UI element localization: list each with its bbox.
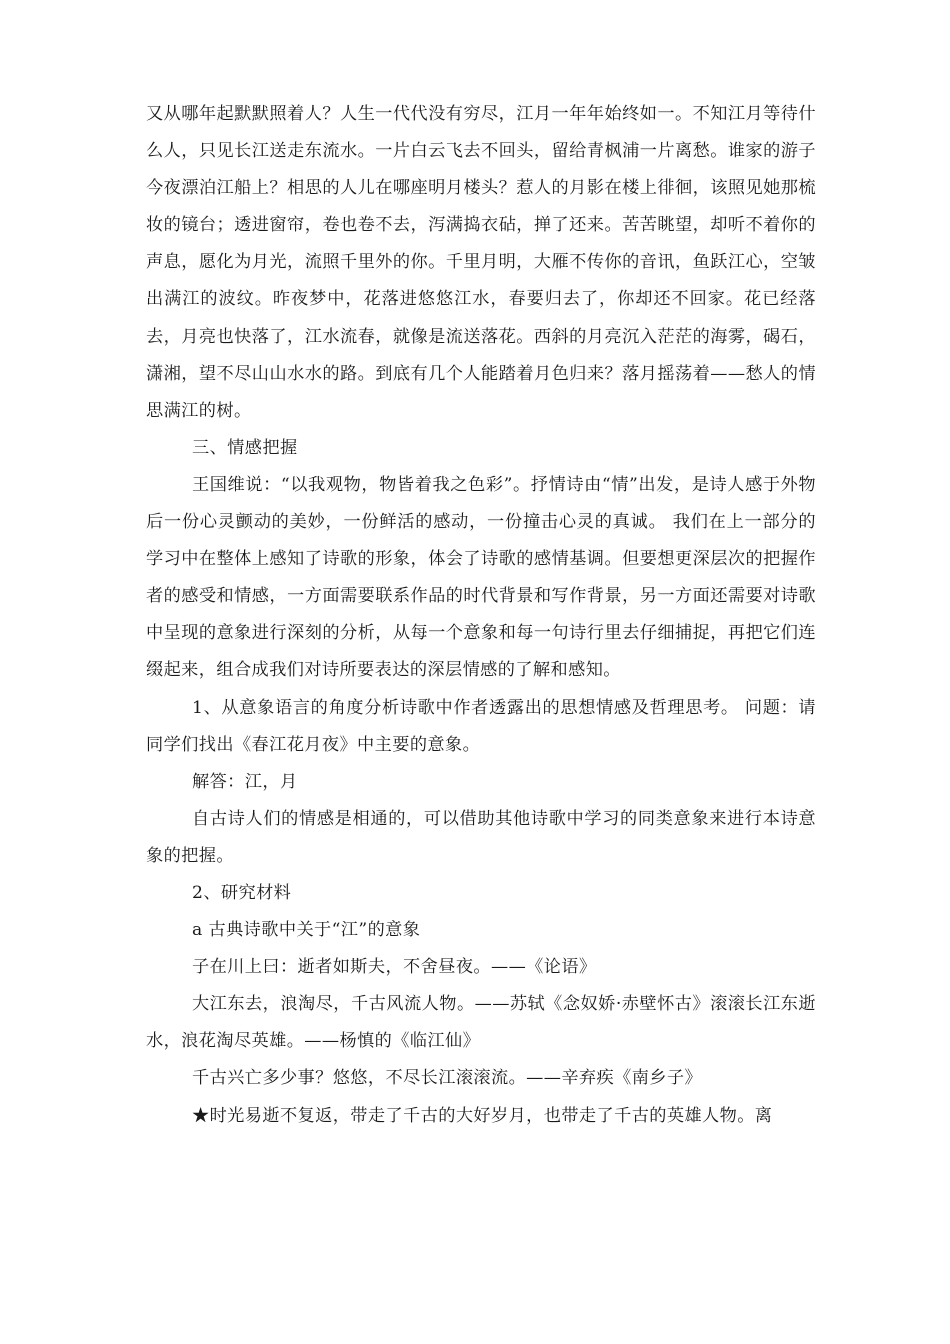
- paragraph-question: 1、从意象语言的角度分析诗歌中作者透露出的思想情感及哲理思考。 问题：请同学们找出《春江花月夜》中主要的意象。: [146, 697, 816, 755]
- subheading-river-imagery: a 古典诗歌中关于“江”的意象: [192, 920, 421, 941]
- section-heading-emotion: 三、情感把握: [192, 437, 298, 458]
- quote-analects: 子在川上曰：逝者如斯夫，不舍昼夜。——《论语》: [192, 957, 597, 978]
- paragraph-poem-translation: 又从哪年起默默照着人？人生一代代没有穷尽，江月一年年始终如一。不知江月等待什么人，只见长江送走东流水。一片白云飞去不回头，留给青枫浦一片离愁。谁家的游子今夜漂泊江船上？相思的人儿在哪座明月楼头？惹人的月影在楼上徘徊，该照见她那梳妆的镜台；透进窗帘，卷也卷不去，泻满捣衣砧，掸了还来。苦苦眺望，却听不着你的声息，愿化为月光，流照千里外的你。千里月明，大雁不传你的音讯，鱼跃江心，空皱出满江的波纹。昨夜梦中，花落进悠悠江水，春要归去了，你却还不回家。花已经落去，月亮也快落了，江水流春，就像是流送落花。西斜的月亮沉入茫茫的海雾，碣石，潇湘，望不尽山山水水的路。到底有几个人能踏着月色归来？落月摇荡着——愁人的情思满江的树。: [146, 104, 816, 421]
- paragraph-answer: 解答：江，月: [192, 771, 298, 792]
- document-page: [146, 96, 816, 1135]
- subheading-materials: 2、研究材料: [192, 882, 292, 903]
- quote-xin-qiji: 千古兴亡多少事？悠悠，不尽长江滚滚流。——辛弃疾《南乡子》: [192, 1068, 703, 1089]
- paragraph-imagery-note: 自古诗人们的情感是相通的，可以借助其他诗歌中学习的同类意象来进行本诗意象的把握。: [146, 808, 816, 866]
- quote-su-shi-yang-shen: 大江东去，浪淘尽，千古风流人物。——苏轼《念奴娇·赤壁怀古》滚滚长江东逝水，浪花淘尽英雄。——杨慎的《临江仙》: [146, 994, 816, 1052]
- paragraph-conclusion: ★时光易逝不复返，带走了千古的大好岁月，也带走了千古的英雄人物。离: [192, 1105, 773, 1126]
- paragraph-wang-guowei: 王国维说：“以我观物，物皆着我之色彩”。抒情诗由“情”出发，是诗人感于外物后一份心灵颤动的美妙，一份鲜活的感动，一份撞击心灵的真诚。 我们在上一部分的学习中在整体上感知了诗歌的形象，体会了诗歌的感情基调。但要想更深层次的把握作者的感受和情感，一方面需要联系作品的时代背景和写作背景，另一方面还需要对诗歌中呈现的意象进行深刻的分析，从每一个意象和每一句诗行里去仔细捕捉，再把它们连缀起来，组合成我们对诗所要表达的深层情感的了解和感知。: [146, 474, 816, 681]
